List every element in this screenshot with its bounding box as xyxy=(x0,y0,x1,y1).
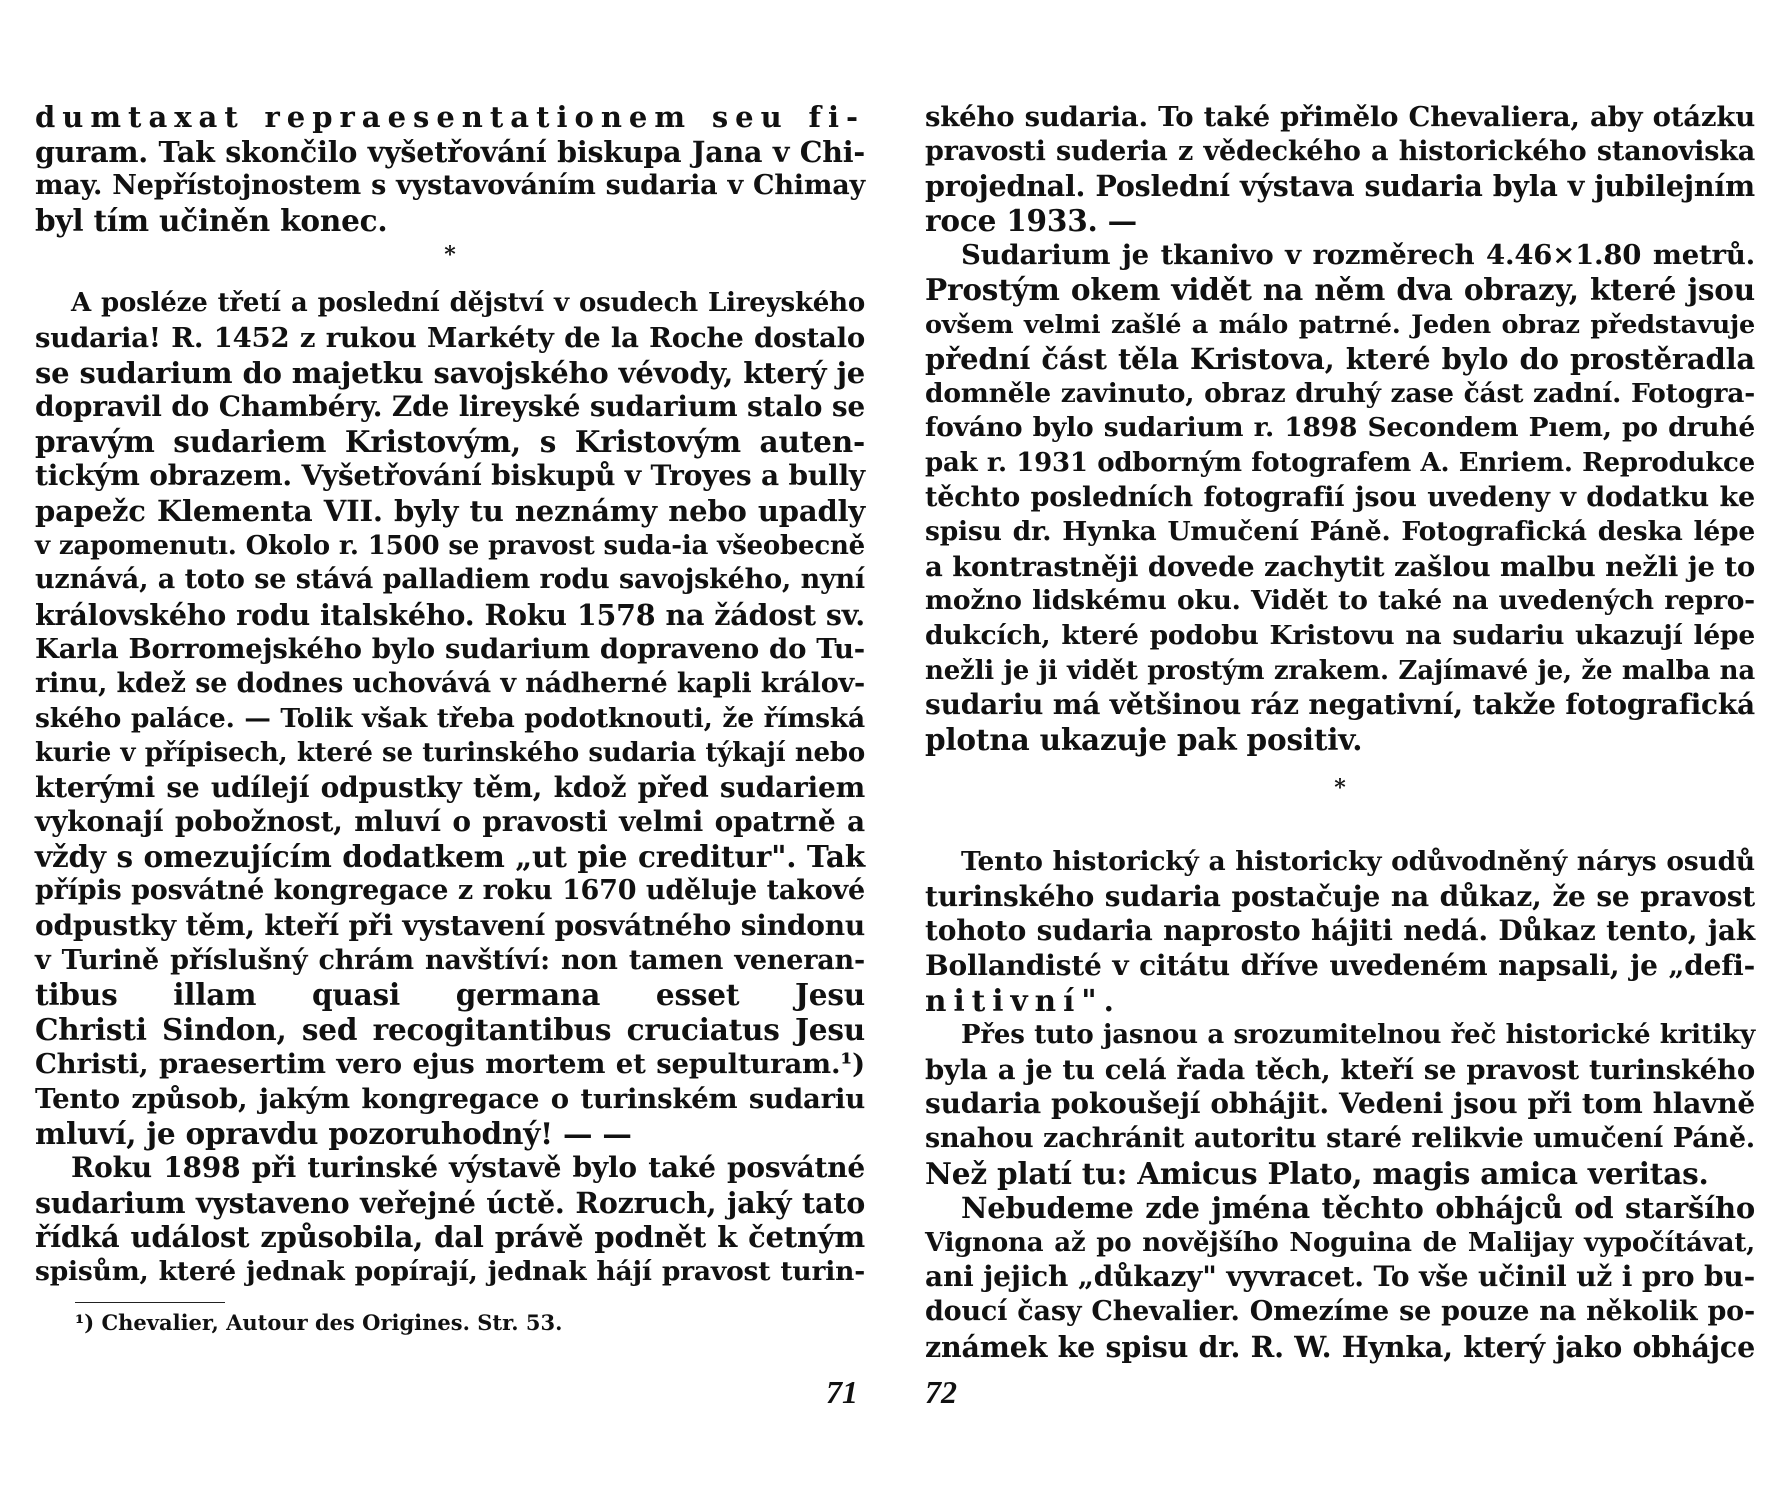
text-line: Nebudeme zde jména těchto obhájců od staršího xyxy=(961,1191,1755,1226)
text-line: plotna ukazuje pak positiv. xyxy=(925,721,1363,757)
text-line: Vignona až po novějšího Noguina de Malijay vypočítávat, xyxy=(925,1227,1755,1258)
page-number-right: 72 xyxy=(925,1374,957,1410)
section-separator: * xyxy=(1334,775,1346,802)
text-line: projednal. Poslední výstava sudaria byla v jubilejním xyxy=(925,169,1755,204)
left-block-2 xyxy=(35,286,865,1151)
left-block-3 xyxy=(35,1151,865,1289)
text-line: uznává, a toto se stává palladiem rodu savojského, nyní xyxy=(35,564,865,596)
text-line: kurie v přípisech, které se turinského sudaria týkají nebo xyxy=(35,738,865,769)
right-block-3 xyxy=(925,845,1755,1018)
text-line: pravým sudariem Kristovým, s Kristovým auten- xyxy=(35,423,865,459)
text-line: a kontrastněji dovede zachytit zašlou malbu nežli je to xyxy=(925,550,1755,583)
text-line: tibus illam quasi germana esset Jesu xyxy=(35,977,865,1013)
text-line: spisům, které jednak popírají, jednak hájí pravost turin- xyxy=(35,1256,865,1287)
text-line: pak r. 1931 odborným fotografem A. Enriem. Reprodukce xyxy=(925,447,1755,478)
left-page xyxy=(35,100,865,1337)
text-line: Sudarium je tkanivo v rozměrech 4.46×1.80 metrů. xyxy=(961,239,1755,272)
text-line: mluví, je opravdu pozoruhodný! — — xyxy=(35,1115,632,1151)
right-page xyxy=(925,100,1755,1364)
text-line: Přes tuto jasnou a srozumitelnou řeč historické kritiky xyxy=(961,1020,1755,1051)
text-line: vždy s omezujícím dodatkem „ut pie creditur". Tak xyxy=(35,838,865,874)
text-line: Tento historický a historicky odůvodněný nárys osudů xyxy=(961,846,1755,878)
text-line: Než platí tu: Amicus Plato, magis amica veritas. xyxy=(925,1155,1709,1191)
text-line: papežc Klementa VII. byly tu neznámy nebo upadly xyxy=(35,493,865,528)
text-line: pravosti suderia z vědeckého a historického stanoviska xyxy=(925,135,1755,167)
text-line: byl tím učiněn konec. xyxy=(35,202,388,238)
right-block-5 xyxy=(925,1191,1755,1364)
right-block-4 xyxy=(925,1018,1755,1191)
text-line: přední část těla Kristova, které bylo do prostěradla xyxy=(925,342,1755,377)
text-line: dukcích, které podobu Kristovu na sudariu ukazují lépe xyxy=(925,619,1755,651)
text-line: Roku 1898 při turinské výstavě bylo také posvátné xyxy=(71,1151,865,1185)
text-line: turinského sudaria postačuje na důkaz, že se pravost xyxy=(925,879,1755,913)
text-line: možno lidskému oku. Vidět to také na uvedených repro- xyxy=(925,585,1755,617)
text-line: fováno bylo sudarium r. 1898 Secondem Pıem, po druhé xyxy=(925,412,1755,444)
text-line: Christi, praesertim vero ejus mortem et sepulturam.¹) xyxy=(35,1048,865,1081)
text-line: dopravil do Chambéry. Zde lireyské sudarium stalo se xyxy=(35,390,865,424)
text-line: řídká událost způsobila, dal právě podnět k četným xyxy=(35,1220,865,1255)
text-line: Christi Sindon, sed recogitantibus cruciatus Jesu xyxy=(35,1011,865,1047)
left-block-1 xyxy=(35,100,865,238)
text-line: v zapomenutı. Okolo r. 1500 se pravost suda-ia všeobecně xyxy=(35,530,865,561)
text-line: sudarium vystaveno veřejné úctě. Rozruch, jaký tato xyxy=(35,1185,865,1220)
text-line: domněle zavinuto, obraz druhý zase část zadní. Fotogra- xyxy=(925,377,1755,409)
text-line: nežli je ji vidět prostým zrakem. Zajímavé je, že malba na xyxy=(925,655,1755,686)
footnote: ¹) Chevalier, Autour des Origines. Str. 53. xyxy=(75,1309,563,1335)
text-line: těchto posledních fotografií jsou uvedeny v dodatku ke xyxy=(925,481,1755,513)
text-line: sudaria pokoušejí obhájit. Vedeni jsou při tom hlavně xyxy=(925,1087,1755,1121)
footnote-rule xyxy=(75,1302,225,1303)
text-line: byla a je tu celá řada těch, kteří se pravost turinského xyxy=(925,1053,1755,1086)
text-line: snahou zachránit autoritu staré relikvie umučení Páně. xyxy=(925,1123,1755,1155)
text-line: ani jejich „důkazy" vyvracet. To vše učinil už i pro bu- xyxy=(925,1260,1755,1294)
text-line: sudaria! R. 1452 z rukou Markéty de la Roche dostalo xyxy=(35,321,865,354)
text-line: roce 1933. — xyxy=(925,202,1137,238)
text-line: doucí časy Chevalier. Omezíme se pouze na několik po- xyxy=(925,1296,1755,1327)
text-line: vykonají pobožnost, mluví o pravosti velmi opatrně a xyxy=(35,805,865,839)
section-separator: * xyxy=(444,242,456,269)
right-block-2 xyxy=(925,238,1755,757)
text-line: spisu dr. Hynka Umučení Páně. Fotografická deska lépe xyxy=(925,516,1755,548)
text-line: nitivní". xyxy=(925,982,1121,1018)
text-line: sudariu má většinou ráz negativní, takže fotografická xyxy=(925,688,1755,722)
text-line: se sudarium do majetku savojského vévody, který je xyxy=(35,355,865,390)
text-line: may. Nepřístojnostem s vystavováním sudaria v Chimay xyxy=(35,170,865,202)
text-line: guram. Tak skončilo vyšetřování biskupa Jana v Chi- xyxy=(35,134,865,169)
text-line: ovšem velmi zašlé a málo patrné. Jeden obraz představuje xyxy=(925,309,1755,340)
text-line: Tento způsob, jakým kongregace o turinském sudariu xyxy=(35,1083,865,1116)
text-line: Bollandisté v citátu dříve uvedeném napsali, je „defi- xyxy=(925,949,1755,983)
page-number-left: 71 xyxy=(826,1374,858,1410)
text-line: v Turině příslušný chrám navštíví: non tamen veneran- xyxy=(35,944,865,976)
text-line: tickým obrazem. Vyšetřování biskupů v Troyes a bully xyxy=(35,459,865,493)
text-line: tohoto sudaria naprosto hájiti nedá. Důkaz tento, jak xyxy=(925,914,1755,948)
text-line: známek ke spisu dr. R. W. Hynka, který jako obhájce xyxy=(925,1329,1755,1364)
text-line: ského paláce. — Tolik však třeba podotknouti, že římská xyxy=(35,702,865,734)
text-line: Karla Borromejského bylo sudarium dopraveno do Tu- xyxy=(35,633,865,666)
text-line: Prostým okem vidět na něm dva obrazy, které jsou xyxy=(925,271,1755,307)
text-line: přípis posvátné kongregace z roku 1670 uděluje takové xyxy=(35,875,865,907)
text-line: královského rodu italského. Roku 1578 na žádost sv. xyxy=(35,597,865,632)
text-line: dumtaxat repraesentationem seu fi- xyxy=(35,100,865,134)
right-block-1 xyxy=(925,100,1755,238)
text-line: odpustky těm, kteří při vystavení posvátného sindonu xyxy=(35,909,866,943)
text-line: kterými se udílejí odpustky těm, kdož před sudariem xyxy=(35,770,865,804)
text-line: rinu, kdež se dodnes uchovává v nádherné kapli králov- xyxy=(35,667,865,699)
text-line: ského sudaria. To také přimělo Chevaliera, aby otázku xyxy=(925,101,1755,133)
text-line: A posléze třetí a poslední dějství v osudech Lireyského xyxy=(71,288,865,319)
